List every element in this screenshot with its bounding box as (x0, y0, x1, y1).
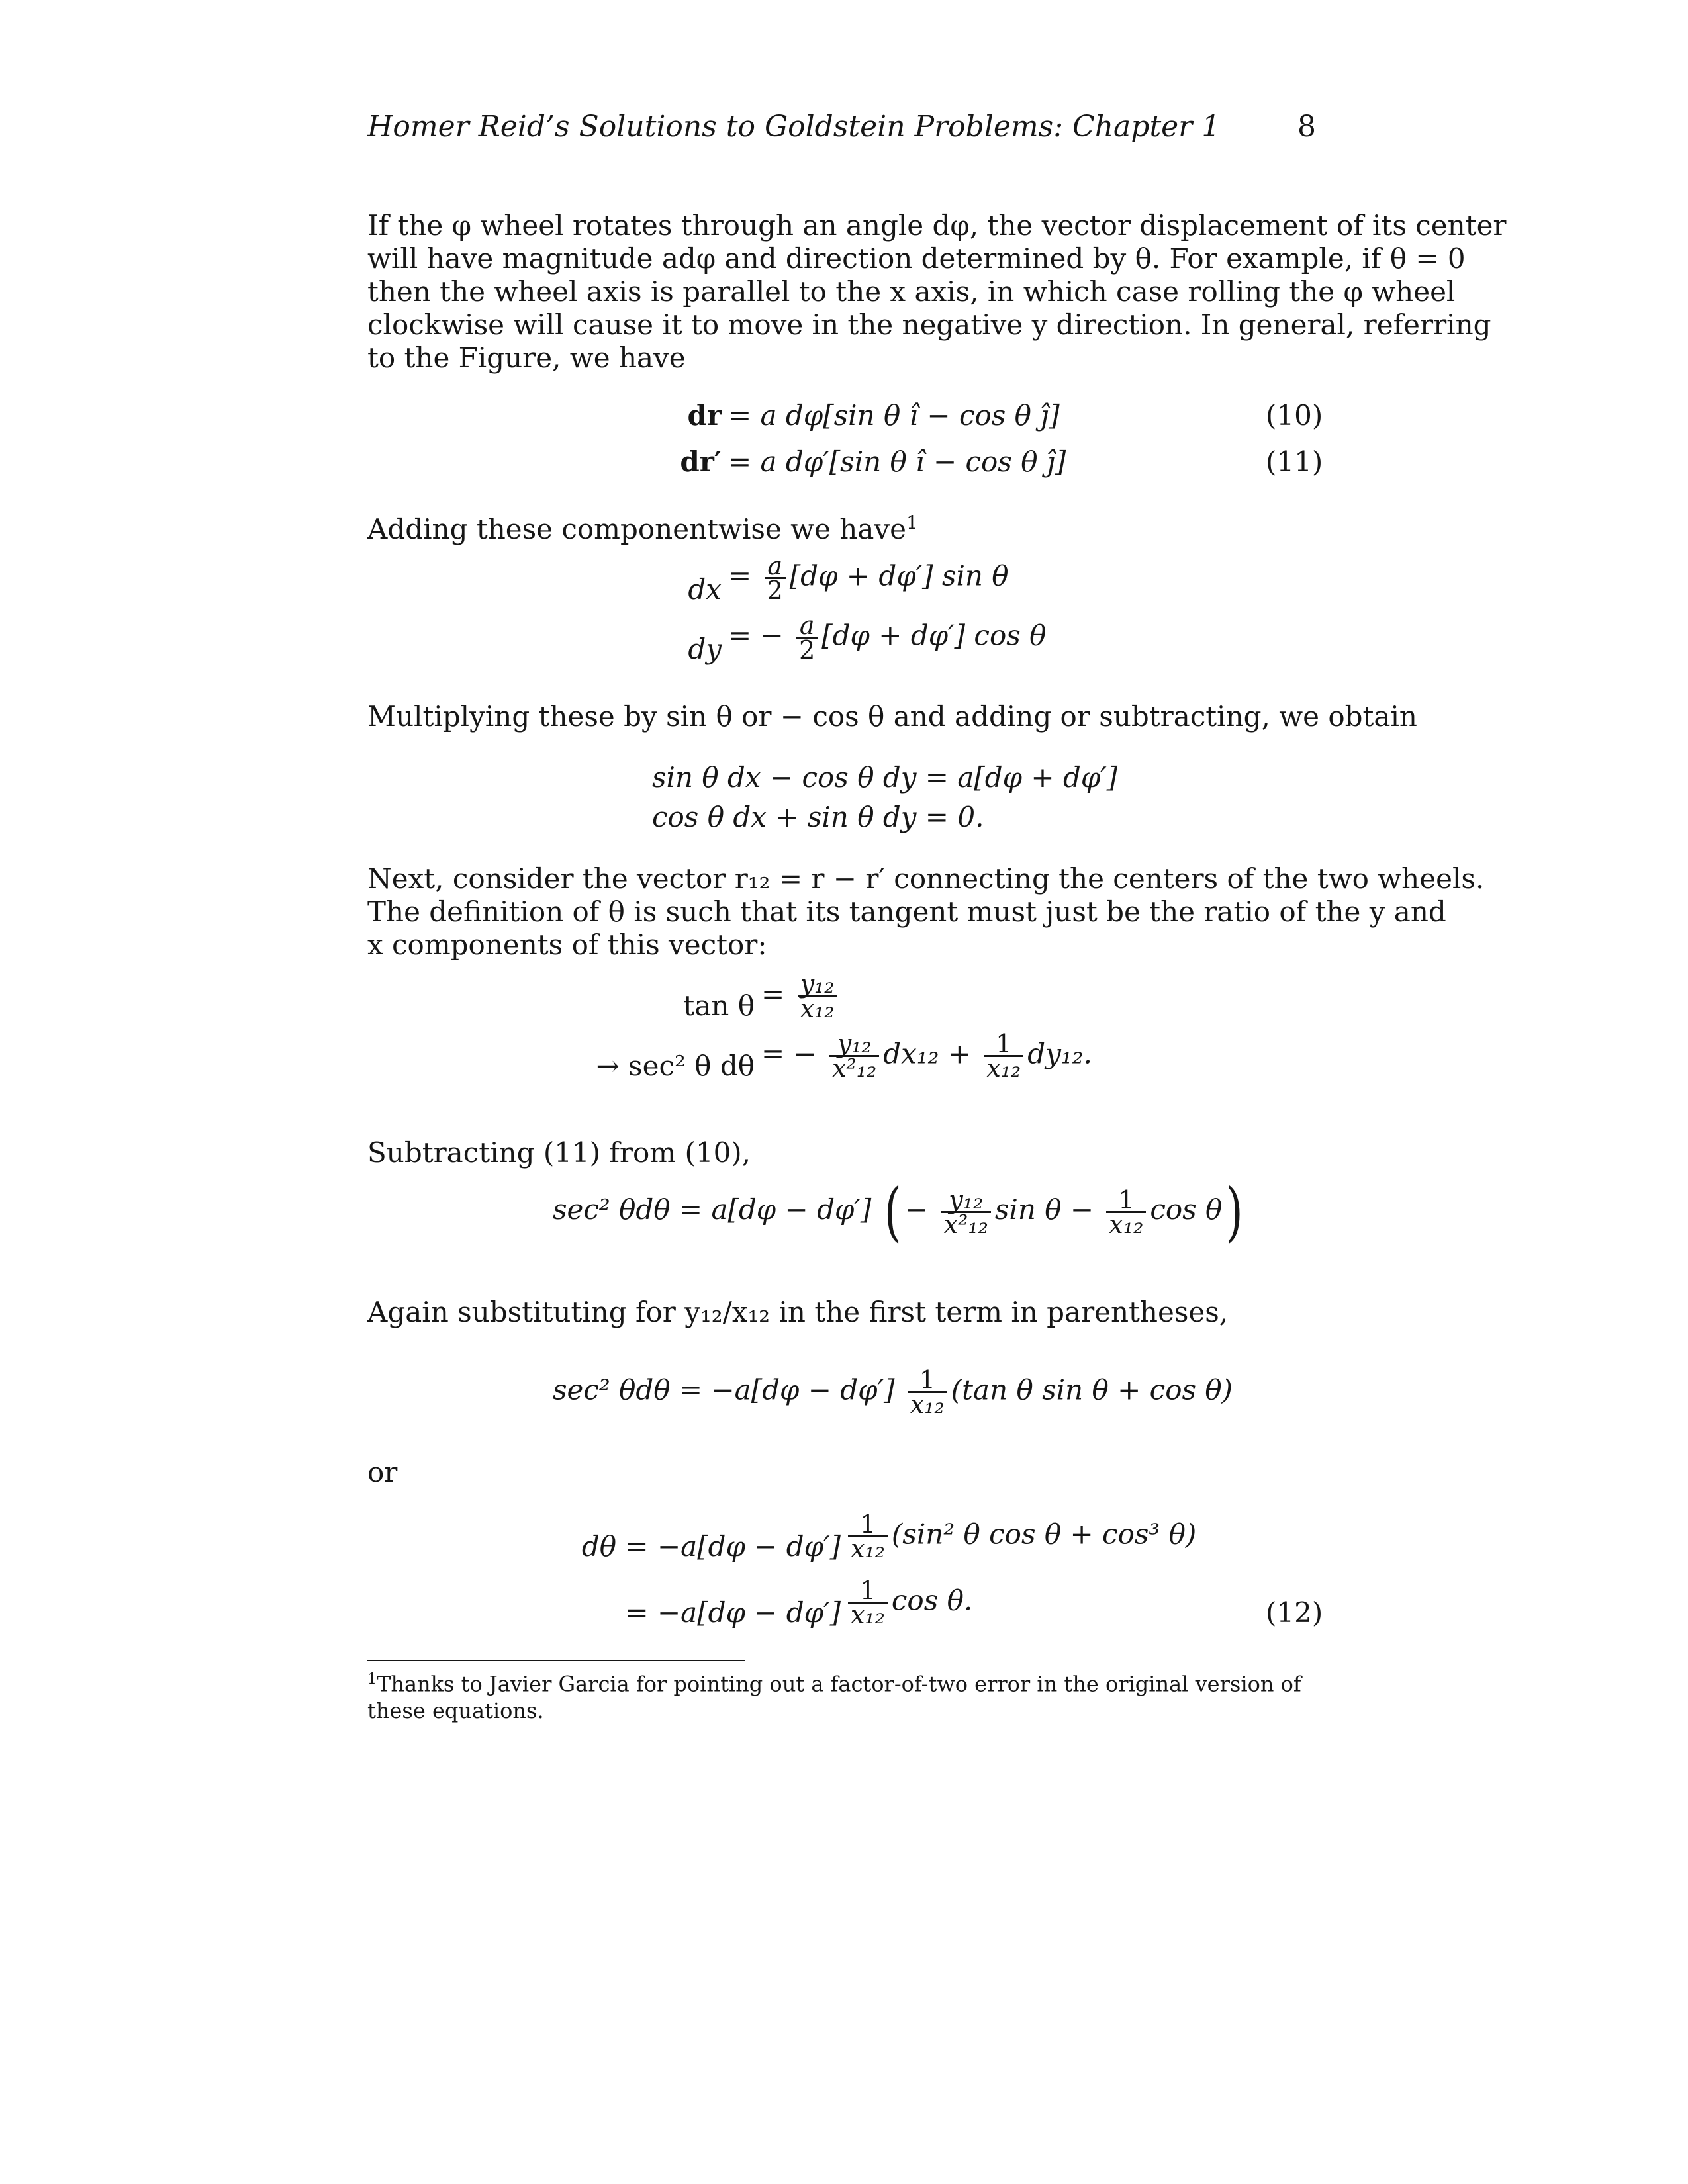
footnote-rule (367, 1660, 745, 1661)
expression: [dφ + dφ′] cos θ (821, 619, 1047, 652)
equation-number: (11) (1266, 445, 1323, 478)
numerator: y₁₂ (941, 1189, 991, 1213)
text-line: Multiplying these by sin θ or − cos θ and adding or subtracting, we obtain (367, 700, 1417, 733)
denominator: x₁₂ (800, 994, 835, 1023)
footnote-marker: 1 (906, 512, 918, 533)
fraction (848, 1510, 888, 1563)
equation-lhs: tan θ (683, 989, 755, 1022)
footnote-marker: 1 (367, 1671, 377, 1688)
equation-lhs: = −a[dφ − dφ′] (625, 1596, 841, 1629)
equation-lhs: sec² θdθ = a[dφ − dφ′] (553, 1193, 872, 1226)
equation-system-2: cos θ dx + sin θ dy = 0. (652, 801, 984, 833)
equation-rhs (728, 551, 1009, 605)
fraction (908, 1365, 947, 1419)
fraction (798, 970, 837, 1023)
paragraph-next (367, 862, 1484, 962)
equation-rhs: = a dφ[sin θ î − cos θ ĵ] (728, 399, 1060, 432)
numerator: a (796, 614, 818, 639)
numerator: 1 (984, 1032, 1023, 1057)
numerator: 1 (1106, 1189, 1146, 1213)
fraction (848, 1576, 888, 1629)
equation-lhs: → sec² θ dθ (596, 1050, 755, 1082)
equation-rhs (844, 1576, 973, 1629)
equation-rhs (728, 611, 1047, 664)
paragraph-subtracting (367, 1136, 751, 1169)
expression: dx₁₂ + (883, 1037, 972, 1070)
equals-sign: = (728, 559, 752, 592)
fraction (1106, 1185, 1146, 1239)
minus-sign: − (905, 1193, 929, 1226)
left-paren: ( (884, 1175, 902, 1249)
text-line: x components of this vector: (367, 929, 767, 961)
equation-lhs: dx (688, 573, 722, 606)
text-line: The definition of θ is such that its tangent must just be the ratio of the y and (367, 895, 1446, 928)
text-line: clockwise will cause it to move in the negative y direction. In general, referring (367, 308, 1491, 341)
page-number: 8 (1297, 110, 1316, 144)
fraction (829, 1029, 879, 1083)
text-line: Subtracting (11) from (10), (367, 1136, 751, 1169)
fraction (984, 1029, 1023, 1083)
expression: cos θ (1150, 1193, 1223, 1226)
fraction (941, 1185, 991, 1239)
equation-number: (12) (1266, 1596, 1323, 1629)
text-line: Again substituting for y₁₂/x₁₂ in the first term in parentheses, (367, 1296, 1229, 1328)
equation-rhs (761, 1029, 1092, 1083)
footnote (367, 1666, 1321, 1724)
running-title: Homer Reid’s Solutions to Goldstein Problems: Chapter 1 (367, 110, 1221, 144)
text-line: will have magnitude adφ and direction determined by θ. For example, if θ = 0 (367, 242, 1466, 275)
numerator: 1 (848, 1579, 888, 1604)
text-line: or (367, 1456, 398, 1488)
equals-sign: = (761, 978, 785, 1011)
equals-sign: = − (761, 1037, 817, 1070)
denominator: 2 (799, 635, 816, 664)
text-line: Next, consider the vector r₁₂ = r − r′ connecting the centers of the two wheels. (367, 862, 1485, 895)
equation-subtracted (553, 1175, 1247, 1249)
equation-lhs: dr′ (680, 445, 722, 478)
equation-again (553, 1365, 1233, 1419)
paragraph-intro (367, 209, 1507, 375)
denominator: x₁₂ (910, 1390, 945, 1419)
denominator: x²₁₂ (943, 1209, 988, 1239)
denominator: x₁₂ (851, 1600, 885, 1629)
equals-sign: = − (728, 619, 784, 652)
numerator: y₁₂ (829, 1032, 879, 1057)
numerator: 1 (848, 1513, 888, 1537)
text-line: Adding these componentwise we have (367, 513, 906, 545)
denominator: x₁₂ (851, 1534, 885, 1563)
expression: cos θ. (891, 1584, 973, 1617)
denominator: x₁₂ (1109, 1209, 1144, 1239)
equation-rhs: = a dφ′[sin θ î − cos θ ĵ] (728, 445, 1066, 478)
expression: (sin² θ cos θ + cos³ θ) (891, 1518, 1197, 1551)
denominator: x²₁₂ (832, 1054, 877, 1083)
text-line: then the wheel axis is parallel to the x axis, in which case rolling the φ wheel (367, 275, 1456, 308)
equation-lhs: dr (687, 399, 722, 432)
fraction (796, 611, 818, 664)
denominator: 2 (767, 576, 783, 605)
expression: sin θ − (994, 1193, 1094, 1226)
fraction (765, 551, 786, 605)
numerator: a (765, 555, 786, 579)
equation-system-1: sin θ dx − cos θ dy = a[dφ + dφ′] (652, 761, 1118, 794)
expression: (tan θ sin θ + cos θ) (951, 1373, 1233, 1406)
equation-lhs: dθ = −a[dφ − dφ′] (581, 1530, 841, 1563)
equation-rhs (761, 970, 841, 1023)
paragraph-multiplying (367, 700, 1417, 733)
text-line: If the φ wheel rotates through an angle dφ, the vector displacement of its center (367, 209, 1507, 242)
paragraph-again (367, 1296, 1228, 1329)
numerator: 1 (908, 1369, 947, 1393)
paragraph-adding (367, 506, 918, 546)
equation-number: (10) (1266, 399, 1323, 432)
numerator: y₁₂ (798, 973, 837, 997)
denominator: x₁₂ (986, 1054, 1021, 1083)
text-line: to the Figure, we have (367, 341, 686, 374)
equation-rhs (844, 1510, 1197, 1563)
paragraph-or (367, 1456, 397, 1489)
right-paren: ) (1225, 1175, 1244, 1249)
equation-lhs: dy (688, 633, 722, 665)
expression: [dφ + dφ′] sin θ (789, 559, 1009, 592)
expression: dy₁₂. (1027, 1037, 1092, 1070)
equation-lhs: sec² θdθ = −a[dφ − dφ′] (553, 1373, 895, 1406)
footnote-text: Thanks to Javier Garcia for pointing out a factor-of-two error in the original version of these equations. (367, 1671, 1301, 1723)
